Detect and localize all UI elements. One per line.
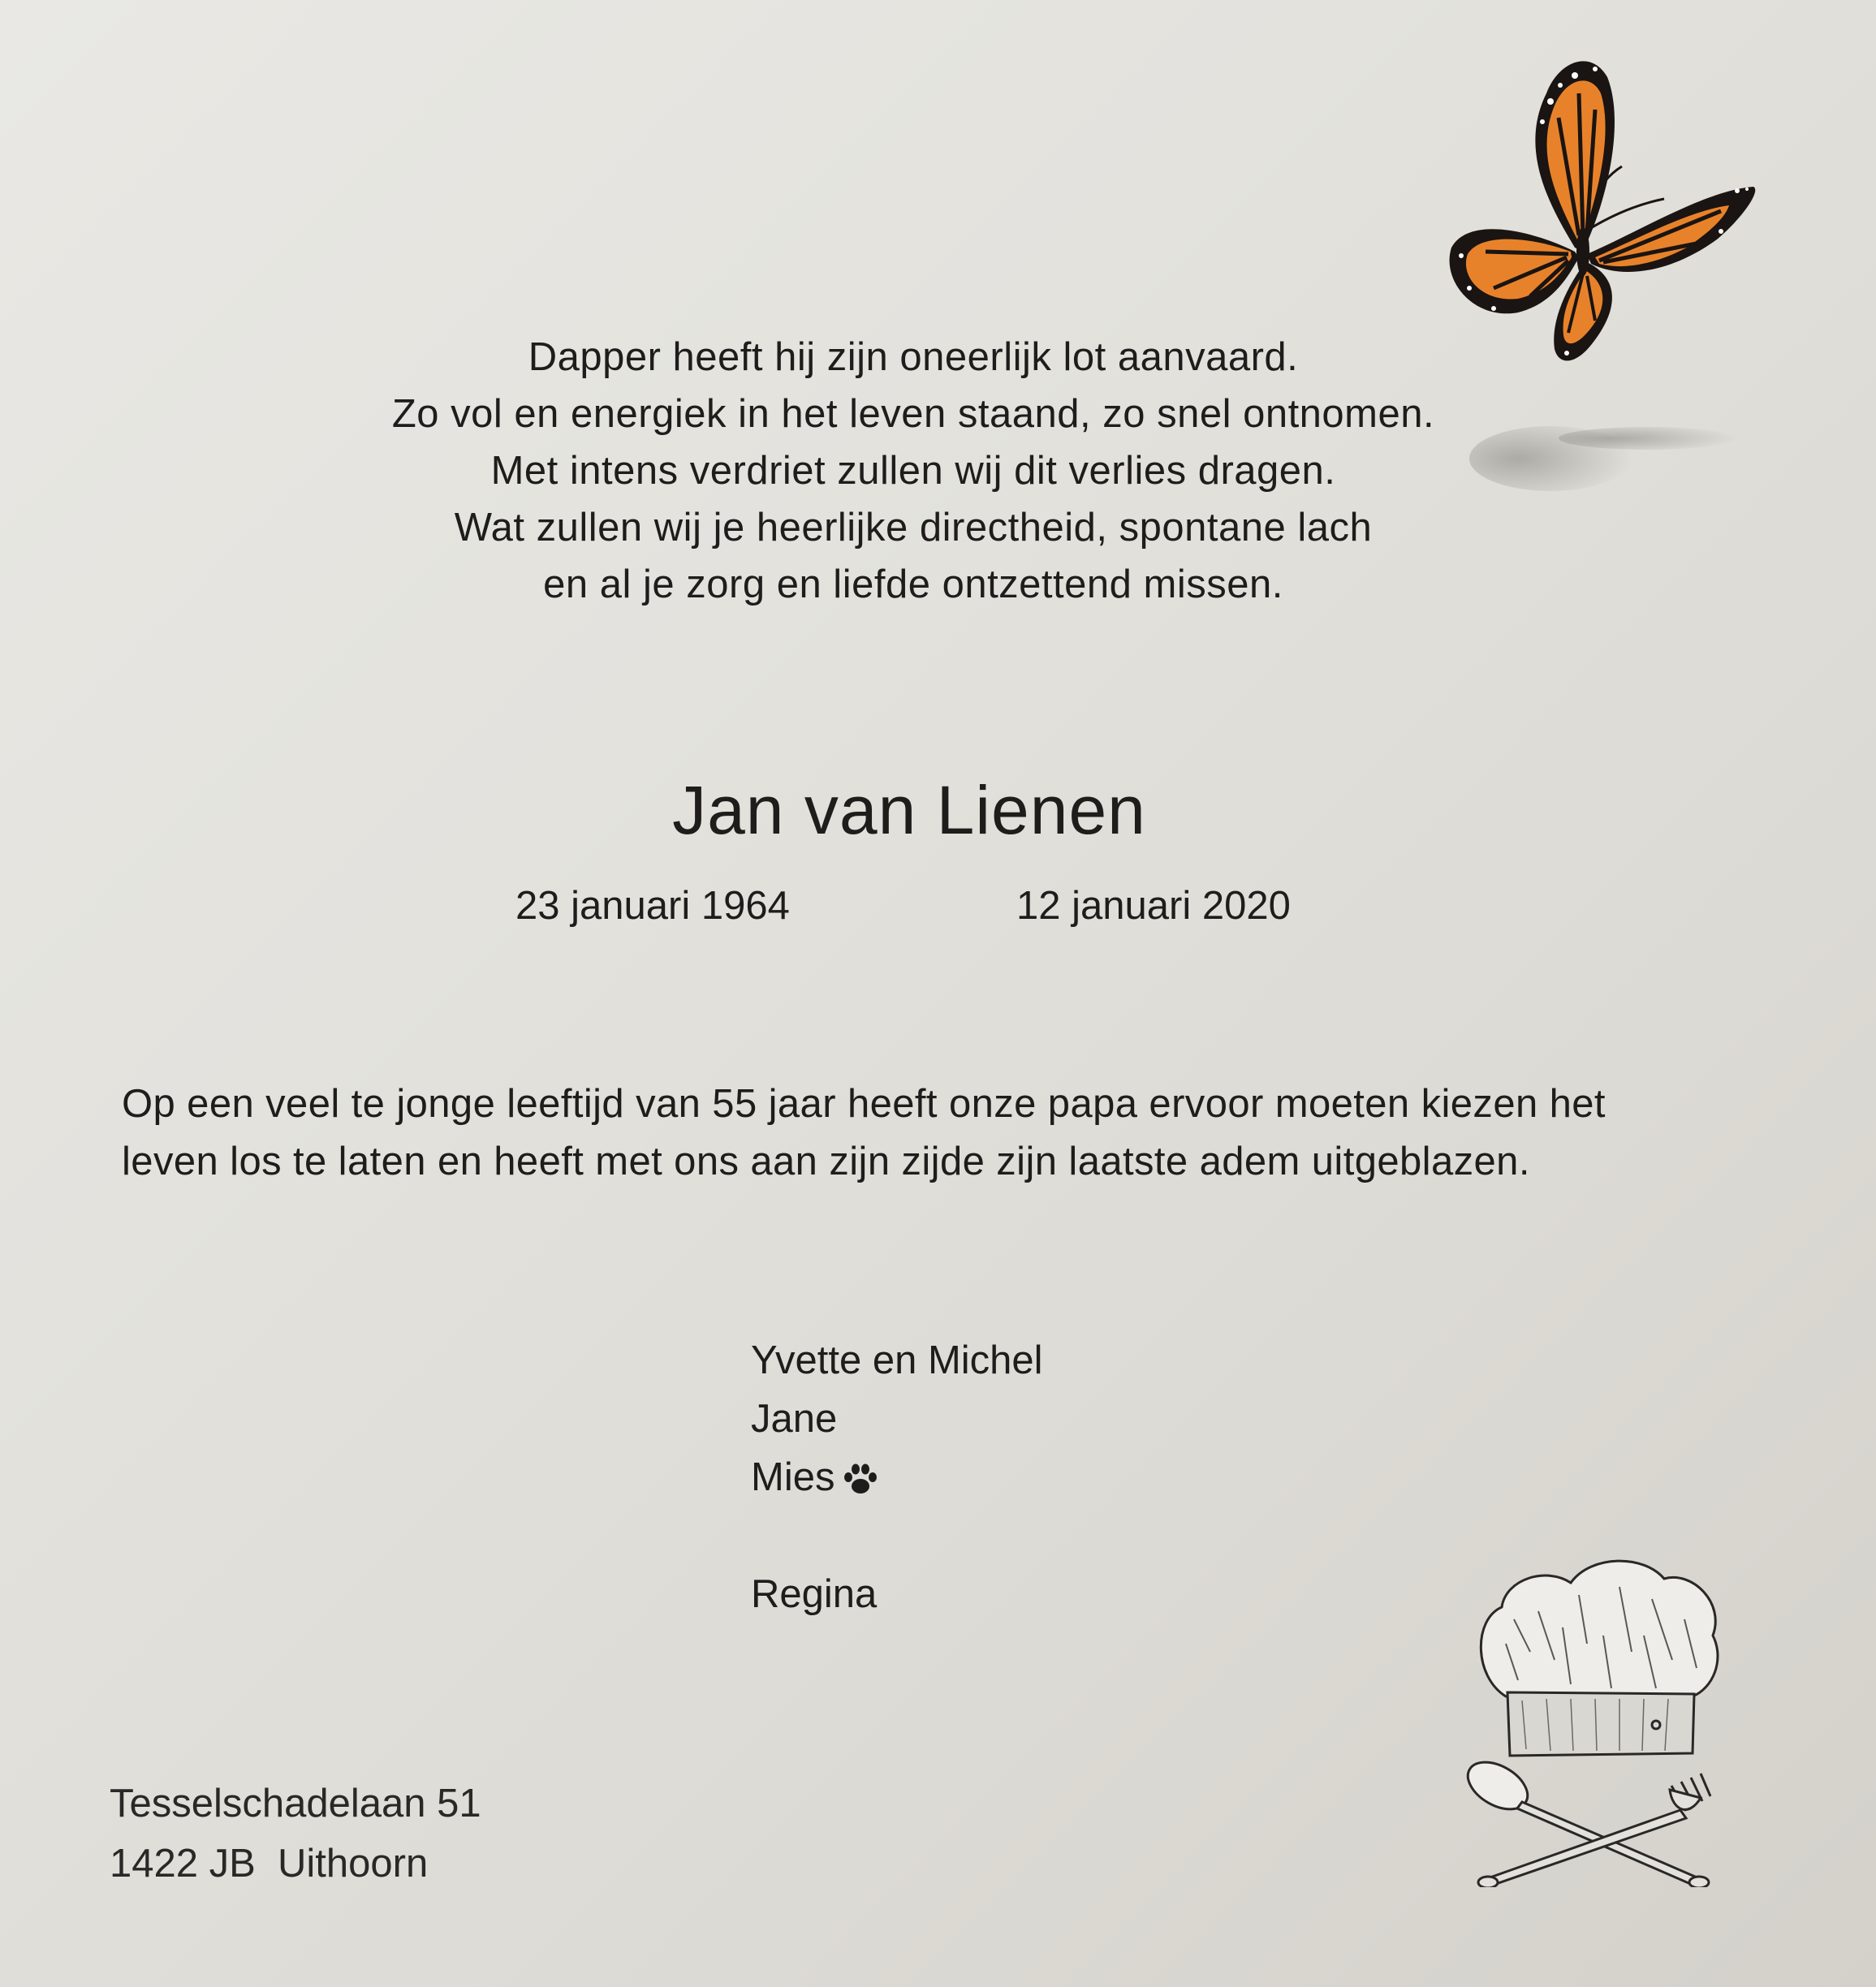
message <box>122 1075 1794 1191</box>
poem <box>268 329 1559 613</box>
poem-line: Wat zullen wij je heerlijke directheid, spontane lach <box>454 506 1373 550</box>
chef-hat-and-cutlery-icon <box>1457 1538 1733 1887</box>
poem-line: en al je zorg en liefde ontzettend missen. <box>543 562 1283 606</box>
address <box>110 1774 481 1894</box>
family-member: Jane <box>751 1397 838 1441</box>
paw-print-icon <box>843 1463 878 1497</box>
family-member: Mies <box>751 1455 835 1499</box>
family-member: Yvette en Michel <box>751 1338 1043 1382</box>
family-member: Regina <box>751 1572 878 1616</box>
family-member-with-pet <box>751 1448 1043 1506</box>
spacer <box>751 1506 1043 1565</box>
butterfly-icon <box>1429 45 1770 369</box>
death-date: 12 januari 2020 <box>1016 884 1291 928</box>
message-line: Op een veel te jonge leeftijd van 55 jaar heeft onze papa ervoor moeten kiezen het <box>122 1082 1606 1126</box>
poem-line: Met intens verdriet zullen wij dit verlies dragen. <box>490 449 1336 493</box>
address-street: Tesselschadelaan 51 <box>110 1782 481 1825</box>
poem-line: Zo vol en energiek in het leven staand, zo snel ontnomen. <box>391 392 1435 436</box>
birth-date: 23 januari 1964 <box>515 884 790 928</box>
message-line: leven los te laten en heeft met ons aan zijn zijde zijn laatste adem uitgeblazen. <box>122 1140 1530 1183</box>
address-city: 1422 JB Uithoorn <box>110 1842 429 1886</box>
poem-line: Dapper heeft hij zijn oneerlijk lot aanvaard. <box>528 335 1299 379</box>
deceased-name: Jan van Lienen <box>672 772 1146 848</box>
family-list <box>751 1331 1043 1623</box>
